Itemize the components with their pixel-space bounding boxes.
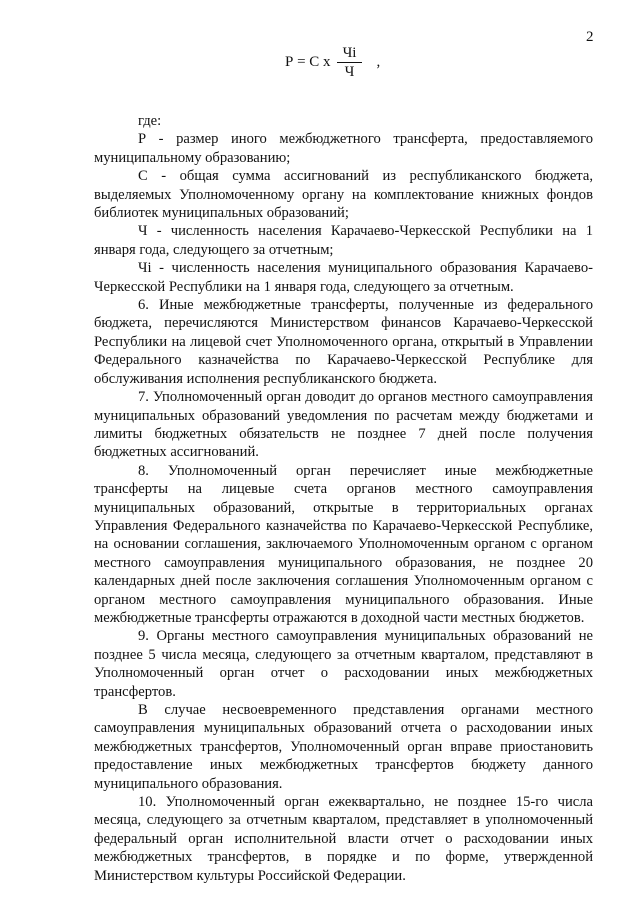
formula-lhs: Р = С х: [285, 54, 331, 71]
definition-p: Р - размер иного межбюджетного трансферта, предоставляемого муниципальному образованию;: [94, 131, 593, 166]
paragraph-10: 10. Уполномоченный орган ежеквартально, не позднее 15-го числа месяца, следующего за отчетным кварталом, представляет в уполномоченный федеральный орган исполнительной власти отчет о расходовании иных межбюджетных трансфертов, в порядке и по форме, утвержденной Министерством культуры Российской Федерации.: [94, 794, 593, 884]
page-number: 2: [586, 29, 594, 45]
formula-trailing-comma: ,: [376, 54, 381, 71]
formula-fraction: [337, 45, 363, 80]
document-body: [94, 112, 593, 885]
paragraph-9-continuation: В случае несвоевременного представления органами местного самоуправления муниципальных образований отчета о расходовании иных межбюджетных трансфертов, Уполномоченный орган вправе приостановить предоставление иных межбюджетных трансфертов бюджету данного муниципального образования.: [94, 702, 593, 792]
formula-denominator: Ч: [344, 64, 355, 80]
where-label: где:: [138, 113, 162, 129]
paragraph-7: 7. Уполномоченный орган доводит до органов местного самоуправления муниципальных образований уведомления по расчетам между бюджетами и лимиты бюджетных обязательств не позднее 7 дней после получения бюджетных ассигнований.: [94, 389, 593, 461]
formula-numerator: Чi: [342, 45, 357, 61]
definition-chi: Чi - численность населения муниципального образования Карачаево-Черкесской Республики на 1 января года, следующего за отчетным.: [94, 260, 593, 295]
definition-ch: Ч - численность населения Карачаево-Черкесской Республики на 1 января года, следующего за отчетным;: [94, 223, 593, 258]
paragraph-9: 9. Органы местного самоуправления муниципальных образований не позднее 5 числа месяца, следующего за отчетным кварталом, представляют в Уполномоченный орган отчет о расходовании иных межбюджетных трансфертов.: [94, 628, 593, 700]
definition-c: С - общая сумма ассигнований из республиканского бюджета, выделяемых Уполномоченному органу на комплектование книжных фондов библиотек муниципальных образований;: [94, 168, 593, 222]
formula: [285, 45, 380, 80]
paragraph-6: 6. Иные межбюджетные трансферты, полученные из федерального бюджета, перечисляются Министерством финансов Карачаево-Черкесской Республики на лицевой счет Уполномоченного органа, открытый в Управлении Федерального казначейства по Карачаево-Черкесской Республике для обслуживания исполнения республиканского бюджета.: [94, 297, 593, 387]
paragraph-8: 8. Уполномоченный орган перечисляет иные межбюджетные трансферты на лицевые счета органов местного самоуправления муниципальных образований, открытые в территориальных органах Управления Федерального казначейства по Карачаево-Черкесской Республике, на основании соглашения, заключаемого Уполномоченным органом с органом местного самоуправления муниципального образования, не позднее 20 календарных дней после заключения соглашения Уполномоченным органом с органом местного самоуправления муниципального образования. Иные межбюджетные трансферты отражаются в доходной части местных бюджетов.: [94, 462, 593, 626]
